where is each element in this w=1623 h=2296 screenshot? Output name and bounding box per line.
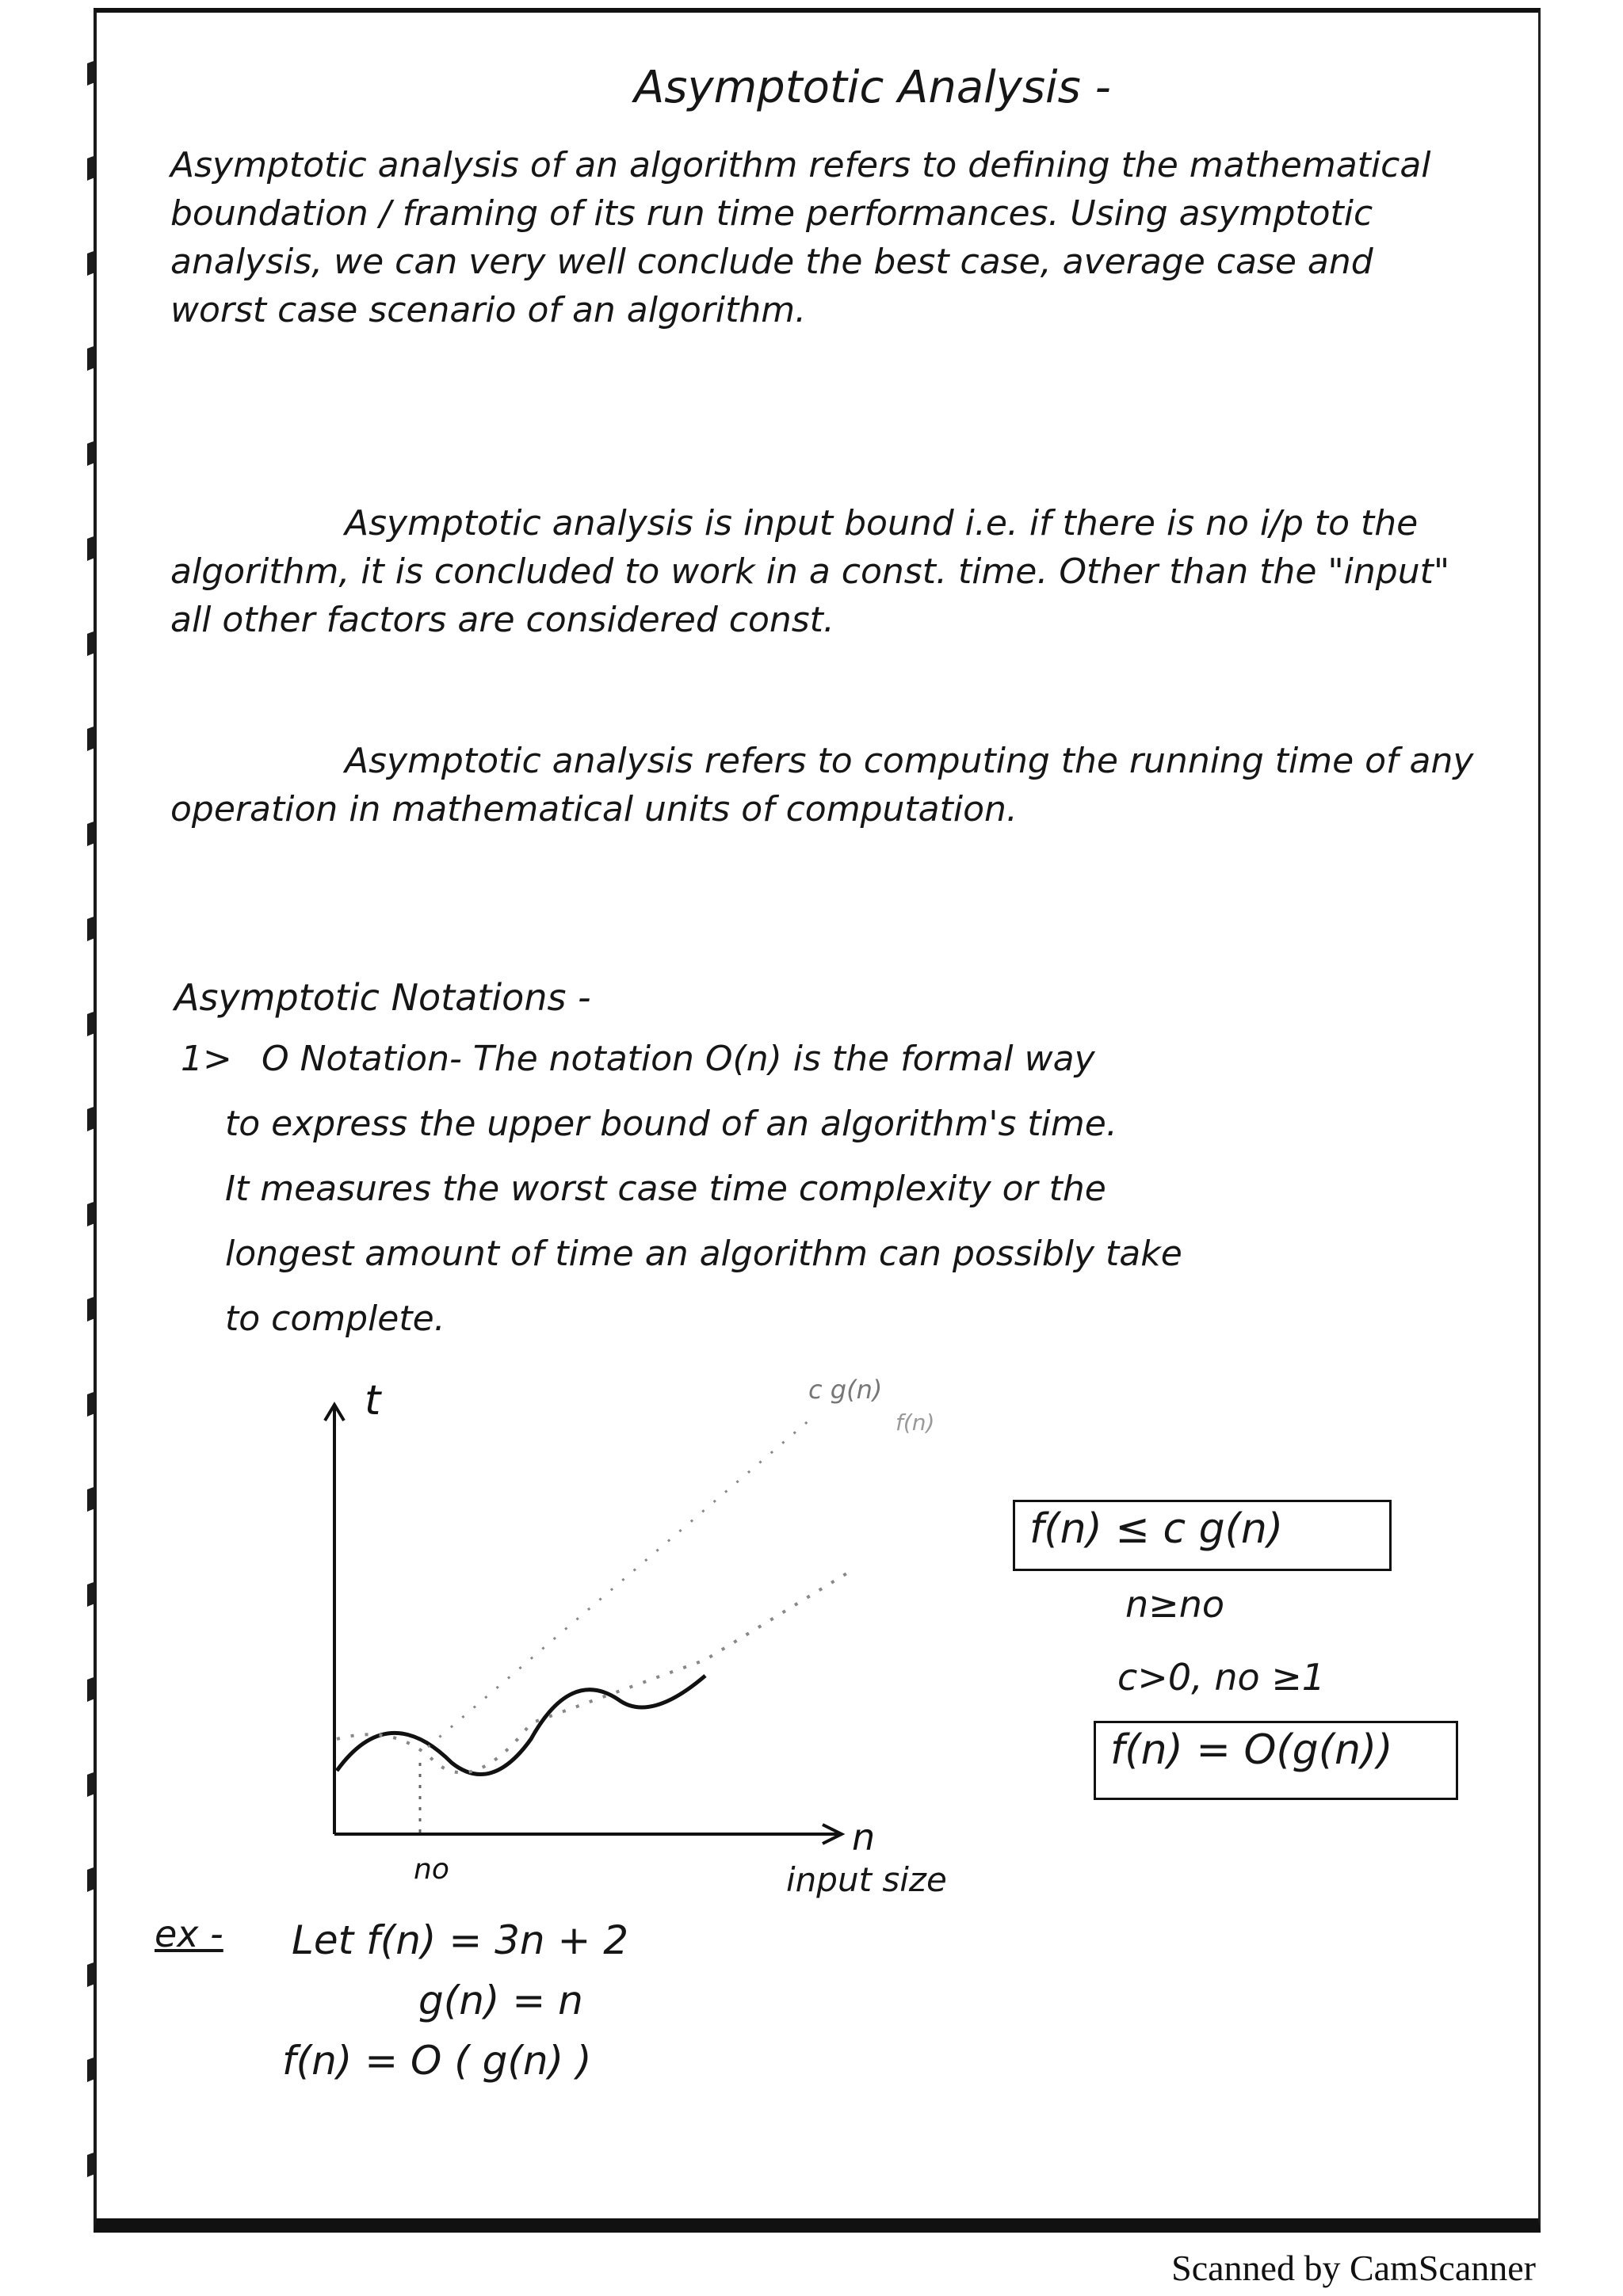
scanner-watermark: Scanned by CamScanner — [1171, 2248, 1536, 2288]
lower-curve-label: f(n) — [896, 1409, 935, 1436]
n0-label: no — [414, 1853, 449, 1882]
big-o-graph — [293, 1367, 1046, 1882]
o-notation-number: 1> — [181, 1039, 232, 1079]
example-line-1: Let f(n) = 3n + 2 — [292, 1917, 629, 1963]
o-notation-section — [181, 1027, 1449, 1352]
paragraph-computation: Asymptotic analysis refers to computing the running time of any operation in mathematical units of computation. — [170, 741, 1474, 830]
x-axis-label: n — [852, 1816, 876, 1859]
definition-box: f(n) ≤ c g(n) — [1013, 1500, 1392, 1571]
o-notation-line-2: to express the upper bound of an algorithm's time. — [225, 1104, 1117, 1144]
paragraph-definition: Asymptotic analysis of an algorithm refers to defining the mathematical boundation / framing of its run time performances. Using asymptotic analysis, we can very well conclude the best case, average case and worst case scenario of an algorithm. — [170, 145, 1431, 330]
o-notation-line-4: longest amount of time an algorithm can possibly take — [225, 1234, 1182, 1274]
f-n-curve — [337, 1676, 705, 1775]
c-g-n-curve-lower — [337, 1573, 848, 1772]
o-notation-line-5: to complete. — [225, 1299, 445, 1339]
y-axis-label: t — [365, 1377, 381, 1425]
o-notation-line-3: It measures the worst case time complexity or the — [225, 1169, 1106, 1209]
paragraph-input-bound: Asymptotic analysis is input bound i.e. if there is no i/p to the algorithm, it is concluded to work in a const. time. Other than the "input" all other factors are considered const. — [170, 503, 1450, 640]
x-caption: input size — [786, 1860, 947, 1899]
result-box: f(n) = O(g(n)) — [1094, 1721, 1458, 1800]
example-line-2: g(n) = n — [418, 1978, 583, 2023]
o-notation-line-1: O Notation- The notation O(n) is the formal way — [262, 1039, 1095, 1079]
condition-c-n0: c>0, no ≥1 — [1117, 1656, 1326, 1699]
condition-n-ge-n0: n≥no — [1125, 1583, 1224, 1626]
page-title: Asymptotic Analysis - — [634, 62, 1111, 113]
notations-heading: Asymptotic Notations - — [174, 976, 591, 1019]
upper-curve-label: c g(n) — [808, 1375, 883, 1405]
example-label: ex - — [155, 1913, 223, 1955]
c-g-n-curve — [428, 1414, 816, 1747]
example-line-3: f(n) = O ( g(n) ) — [282, 2038, 592, 2084]
